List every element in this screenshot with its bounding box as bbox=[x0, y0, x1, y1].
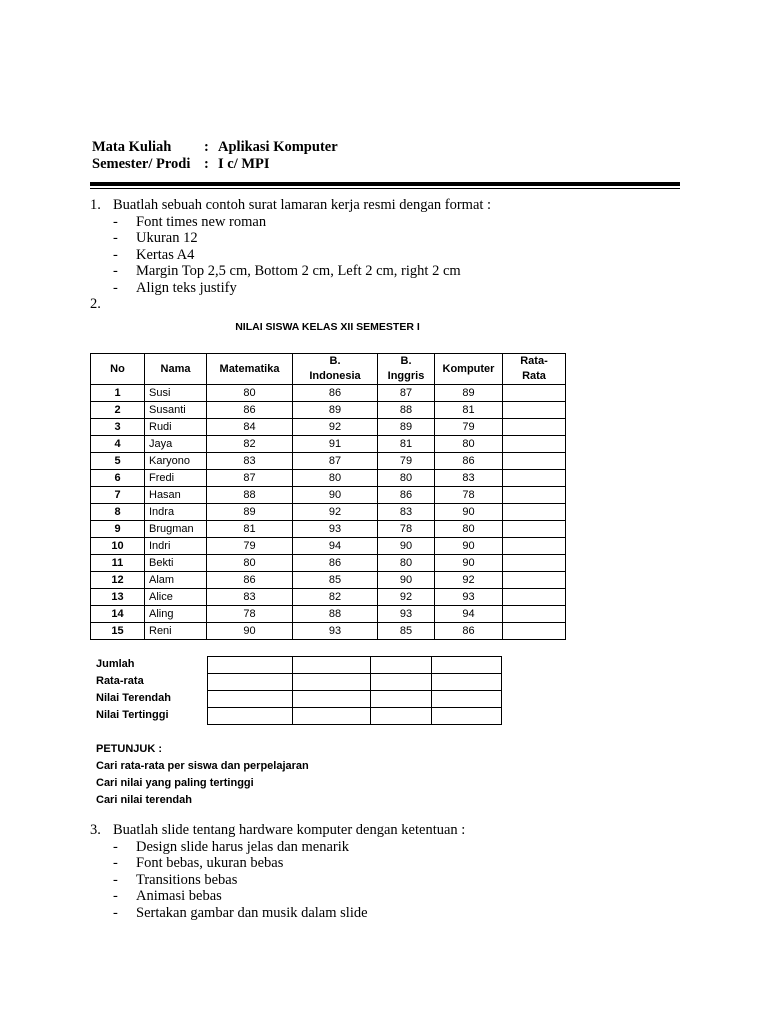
dash-marker: - bbox=[113, 888, 118, 904]
table-cell: 91 bbox=[293, 436, 378, 453]
table-cell: 93 bbox=[293, 521, 378, 538]
table-cell: 80 bbox=[207, 555, 293, 572]
table-cell: 78 bbox=[378, 521, 435, 538]
table-row bbox=[91, 436, 566, 453]
table-cell: 8 bbox=[91, 504, 145, 521]
document-header bbox=[92, 139, 338, 173]
table-cell: 82 bbox=[207, 436, 293, 453]
table-row bbox=[91, 402, 566, 419]
table-cell: 86 bbox=[293, 385, 378, 402]
table-cell bbox=[503, 436, 566, 453]
column-header-line: No bbox=[110, 362, 125, 375]
column-header-line: Inggris bbox=[387, 370, 425, 382]
question-1-item-text: Font times new roman bbox=[136, 213, 267, 230]
table-cell: 78 bbox=[435, 487, 503, 504]
question-1-item-text: Margin Top 2,5 cm, Bottom 2 cm, Left 2 cm, right 2 cm bbox=[136, 263, 461, 279]
question-1-item-text: Kertas A4 bbox=[136, 246, 195, 263]
question-3-list bbox=[90, 839, 465, 922]
table-cell: 86 bbox=[207, 402, 293, 419]
table-cell: 12 bbox=[91, 572, 145, 589]
table-cell: 84 bbox=[207, 419, 293, 436]
table-cell: 92 bbox=[293, 419, 378, 436]
table-cell: 90 bbox=[435, 504, 503, 521]
table-row bbox=[91, 419, 566, 436]
summary-cell bbox=[293, 657, 371, 674]
semester-value: I c/ MPI bbox=[218, 156, 270, 172]
table-cell: 80 bbox=[435, 521, 503, 538]
table-cell: 92 bbox=[435, 572, 503, 589]
question-3-item bbox=[90, 888, 465, 905]
table-cell: Indra bbox=[145, 504, 207, 521]
table-row bbox=[91, 521, 566, 538]
course-label: Mata Kuliah bbox=[92, 139, 172, 155]
question-1-list bbox=[90, 214, 491, 297]
table-cell bbox=[503, 555, 566, 572]
table-cell: Rudi bbox=[145, 419, 207, 436]
table-cell: 81 bbox=[207, 521, 293, 538]
question-2-number: 2. bbox=[90, 296, 101, 312]
summary-label: Nilai Tertinggi bbox=[96, 709, 169, 721]
table-cell: 80 bbox=[293, 470, 378, 487]
column-header-line: Indonesia bbox=[309, 370, 361, 382]
question-3-item-text: Transitions bebas bbox=[136, 871, 238, 888]
table-cell: 94 bbox=[435, 606, 503, 623]
table-title: NILAI SISWA KELAS XII SEMESTER I bbox=[235, 321, 420, 333]
column-header-line: Rata- bbox=[520, 355, 548, 367]
table-cell: 89 bbox=[207, 504, 293, 521]
question-3-item-text: Sertakan gambar dan musik dalam slide bbox=[136, 904, 368, 921]
table-cell: 79 bbox=[378, 453, 435, 470]
question-1-item bbox=[90, 230, 491, 247]
summary-row bbox=[208, 674, 502, 691]
table-row bbox=[91, 385, 566, 402]
table-cell: 86 bbox=[435, 623, 503, 640]
table-cell: Hasan bbox=[145, 487, 207, 504]
table-row bbox=[91, 538, 566, 555]
table-cell bbox=[503, 419, 566, 436]
question-1-item bbox=[90, 214, 491, 231]
dash-marker: - bbox=[113, 279, 118, 296]
table-cell: 90 bbox=[207, 623, 293, 640]
column-header bbox=[378, 354, 435, 385]
table-cell: 81 bbox=[378, 436, 435, 453]
table-row bbox=[91, 487, 566, 504]
question-3-item bbox=[90, 855, 465, 872]
table-cell: 90 bbox=[435, 538, 503, 555]
table-row bbox=[91, 470, 566, 487]
table-cell: 85 bbox=[378, 623, 435, 640]
column-header-line: B. bbox=[329, 355, 341, 367]
table-cell: 7 bbox=[91, 487, 145, 504]
table-cell: 93 bbox=[378, 606, 435, 623]
semester-row bbox=[92, 156, 338, 173]
table-cell: 86 bbox=[435, 453, 503, 470]
table-cell: 87 bbox=[293, 453, 378, 470]
question-1 bbox=[90, 197, 491, 313]
table-cell: 94 bbox=[293, 538, 378, 555]
summary-cell bbox=[208, 657, 293, 674]
column-header bbox=[145, 354, 207, 385]
table-cell: 80 bbox=[207, 385, 293, 402]
table-cell bbox=[503, 538, 566, 555]
summary-cell bbox=[293, 708, 371, 725]
table-cell: 13 bbox=[91, 589, 145, 606]
table-cell: 86 bbox=[293, 555, 378, 572]
table-cell: 83 bbox=[378, 504, 435, 521]
table-cell: 86 bbox=[207, 572, 293, 589]
semester-separator: : bbox=[204, 156, 209, 172]
column-header bbox=[91, 354, 145, 385]
table-cell bbox=[503, 487, 566, 504]
question-3-text: Buatlah slide tentang hardware komputer dengan ketentuan : bbox=[113, 822, 466, 838]
table-cell: Brugman bbox=[145, 521, 207, 538]
table-cell bbox=[503, 589, 566, 606]
table-cell: 15 bbox=[91, 623, 145, 640]
instruction-line: Cari rata-rata per siswa dan perpelajaran bbox=[96, 760, 309, 772]
question-1-item bbox=[90, 280, 491, 297]
column-header-line: Nama bbox=[160, 362, 191, 375]
table-cell: 92 bbox=[293, 504, 378, 521]
summary-cell bbox=[432, 691, 502, 708]
question-1-item bbox=[90, 263, 491, 280]
table-cell bbox=[503, 606, 566, 623]
table-cell: 82 bbox=[293, 589, 378, 606]
table-cell bbox=[503, 504, 566, 521]
summary-cell bbox=[293, 674, 371, 691]
column-header bbox=[435, 354, 503, 385]
instruction-line: Cari nilai yang paling tertinggi bbox=[96, 777, 254, 789]
table-cell: 88 bbox=[378, 402, 435, 419]
table-cell: 83 bbox=[207, 453, 293, 470]
table-row bbox=[91, 623, 566, 640]
table-cell: 90 bbox=[293, 487, 378, 504]
table-cell bbox=[503, 453, 566, 470]
table-cell: 78 bbox=[207, 606, 293, 623]
table-cell: 88 bbox=[293, 606, 378, 623]
column-header bbox=[207, 354, 293, 385]
summary-table bbox=[207, 656, 502, 725]
summary-cell bbox=[371, 691, 432, 708]
table-cell: 90 bbox=[435, 555, 503, 572]
summary-label: Jumlah bbox=[96, 658, 135, 670]
course-separator: : bbox=[204, 139, 209, 155]
table-row bbox=[91, 589, 566, 606]
header-divider-thin bbox=[90, 188, 680, 189]
table-cell: Indri bbox=[145, 538, 207, 555]
summary-label: Nilai Terendah bbox=[96, 692, 171, 704]
table-row bbox=[91, 555, 566, 572]
instructions-title: PETUNJUK : bbox=[96, 743, 163, 755]
table-cell: Susi bbox=[145, 385, 207, 402]
dash-marker: - bbox=[113, 263, 118, 279]
table-cell: 90 bbox=[378, 538, 435, 555]
question-1-item-text: Align teks justify bbox=[136, 279, 237, 296]
question-3-number: 3. bbox=[90, 822, 101, 838]
summary-cell bbox=[208, 708, 293, 725]
table-cell: 80 bbox=[378, 555, 435, 572]
summary-cell bbox=[208, 691, 293, 708]
summary-cell bbox=[432, 674, 502, 691]
table-cell: 6 bbox=[91, 470, 145, 487]
table-cell: Susanti bbox=[145, 402, 207, 419]
column-header bbox=[503, 354, 566, 385]
table-cell: 89 bbox=[378, 419, 435, 436]
question-3-item-text: Font bebas, ukuran bebas bbox=[136, 855, 284, 871]
table-header-row bbox=[91, 354, 566, 385]
table-cell: Reni bbox=[145, 623, 207, 640]
table-cell: 14 bbox=[91, 606, 145, 623]
course-value: Aplikasi Komputer bbox=[218, 139, 338, 155]
summary-label: Rata-rata bbox=[96, 675, 144, 687]
summary-row bbox=[208, 691, 502, 708]
grades-table bbox=[90, 353, 566, 640]
table-cell: 1 bbox=[91, 385, 145, 402]
table-cell: 83 bbox=[435, 470, 503, 487]
table-cell: 83 bbox=[207, 589, 293, 606]
summary-cell bbox=[371, 674, 432, 691]
table-cell: 79 bbox=[435, 419, 503, 436]
course-row bbox=[92, 139, 338, 156]
question-3-item-text: Animasi bebas bbox=[136, 888, 222, 904]
table-cell: 89 bbox=[435, 385, 503, 402]
table-cell: 3 bbox=[91, 419, 145, 436]
question-3-item-text: Design slide harus jelas dan menarik bbox=[136, 838, 350, 855]
semester-label: Semester/ Prodi bbox=[92, 156, 191, 172]
table-row bbox=[91, 453, 566, 470]
table-cell bbox=[503, 470, 566, 487]
table-cell: 88 bbox=[207, 487, 293, 504]
table-row bbox=[91, 572, 566, 589]
instructions-list bbox=[96, 758, 309, 809]
table-cell: 87 bbox=[378, 385, 435, 402]
question-1-text: Buatlah sebuah contoh surat lamaran kerja resmi dengan format : bbox=[113, 197, 492, 213]
table-cell bbox=[503, 385, 566, 402]
summary-cell bbox=[371, 657, 432, 674]
summary-labels bbox=[96, 656, 171, 724]
table-cell: 81 bbox=[435, 402, 503, 419]
dash-marker: - bbox=[113, 230, 118, 246]
table-cell bbox=[503, 521, 566, 538]
column-header-line: Komputer bbox=[442, 362, 495, 375]
table-row bbox=[91, 504, 566, 521]
table-row bbox=[91, 606, 566, 623]
table-cell: 5 bbox=[91, 453, 145, 470]
table-cell: 93 bbox=[293, 623, 378, 640]
column-header-line: B. bbox=[400, 355, 412, 367]
table-cell: 89 bbox=[293, 402, 378, 419]
dash-marker: - bbox=[113, 904, 118, 921]
table-cell: Alam bbox=[145, 572, 207, 589]
question-3-item bbox=[90, 872, 465, 889]
table-cell: 90 bbox=[378, 572, 435, 589]
table-cell: Bekti bbox=[145, 555, 207, 572]
table-cell: Jaya bbox=[145, 436, 207, 453]
question-1-item bbox=[90, 247, 491, 264]
column-header-line: Matematika bbox=[219, 362, 280, 375]
summary-row bbox=[208, 708, 502, 725]
table-cell: 85 bbox=[293, 572, 378, 589]
table-cell: 87 bbox=[207, 470, 293, 487]
dash-marker: - bbox=[113, 871, 118, 888]
table-cell: Karyono bbox=[145, 453, 207, 470]
table-cell bbox=[503, 402, 566, 419]
dash-marker: - bbox=[113, 246, 118, 263]
table-cell: 11 bbox=[91, 555, 145, 572]
table-cell: 93 bbox=[435, 589, 503, 606]
table-cell bbox=[503, 623, 566, 640]
summary-cell bbox=[293, 691, 371, 708]
table-cell: 10 bbox=[91, 538, 145, 555]
question-3-item bbox=[90, 905, 465, 922]
question-1-item-text: Ukuran 12 bbox=[136, 230, 198, 246]
dash-marker: - bbox=[113, 213, 118, 230]
summary-cell bbox=[208, 674, 293, 691]
summary-cell bbox=[371, 708, 432, 725]
header-divider-thick bbox=[90, 182, 680, 186]
instruction-line: Cari nilai terendah bbox=[96, 794, 192, 806]
instructions bbox=[96, 741, 309, 809]
dash-marker: - bbox=[113, 855, 118, 871]
table-cell: Aling bbox=[145, 606, 207, 623]
table-cell: 80 bbox=[378, 470, 435, 487]
table-cell: Alice bbox=[145, 589, 207, 606]
question-1-number: 1. bbox=[90, 197, 101, 213]
summary-row bbox=[208, 657, 502, 674]
table-cell: 4 bbox=[91, 436, 145, 453]
question-3 bbox=[90, 822, 465, 921]
question-3-item bbox=[90, 839, 465, 856]
summary-cell bbox=[432, 708, 502, 725]
column-header bbox=[293, 354, 378, 385]
table-body bbox=[91, 385, 566, 640]
table-cell: 2 bbox=[91, 402, 145, 419]
dash-marker: - bbox=[113, 838, 118, 855]
table-cell: Fredi bbox=[145, 470, 207, 487]
table-cell: 80 bbox=[435, 436, 503, 453]
table-cell bbox=[503, 572, 566, 589]
table-cell: 92 bbox=[378, 589, 435, 606]
summary-cell bbox=[432, 657, 502, 674]
table-cell: 9 bbox=[91, 521, 145, 538]
table-cell: 86 bbox=[378, 487, 435, 504]
column-header-line: Rata bbox=[522, 370, 546, 382]
table-cell: 79 bbox=[207, 538, 293, 555]
